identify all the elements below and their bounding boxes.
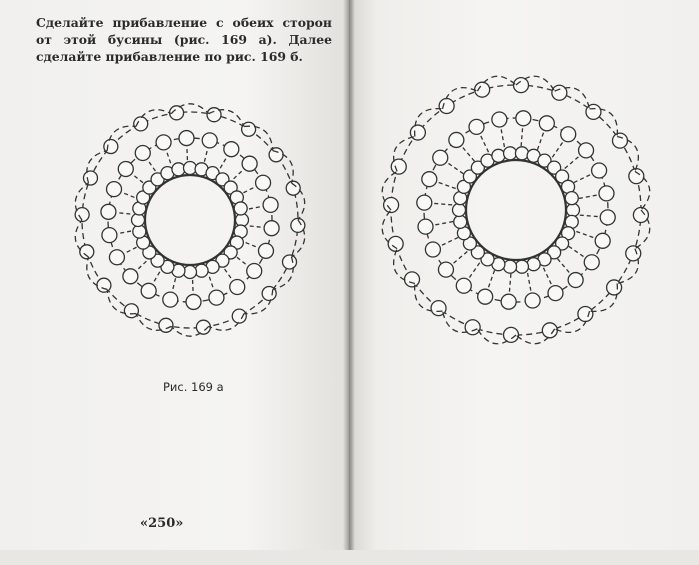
bead xyxy=(264,221,279,236)
bead xyxy=(527,258,540,271)
bead xyxy=(515,260,528,273)
book-gutter xyxy=(343,0,355,550)
beading-diagram-169b xyxy=(349,20,699,360)
bead xyxy=(247,263,262,278)
bead xyxy=(230,280,245,295)
bead xyxy=(418,219,433,234)
bead xyxy=(405,272,420,287)
bead xyxy=(475,82,490,97)
bead xyxy=(600,210,615,225)
bead xyxy=(515,147,528,160)
bead xyxy=(504,260,517,273)
bead xyxy=(107,182,122,197)
bead xyxy=(456,278,471,293)
bead xyxy=(578,306,593,321)
bead xyxy=(179,131,194,146)
bead xyxy=(118,162,133,177)
intro-text: Сделайте прибавление с обеих сторон от этой бусины (рис. 169 а). Далее сделайте прибавление по рис. 169 б. xyxy=(36,15,332,64)
bead xyxy=(439,99,454,114)
bead xyxy=(209,290,224,305)
bead xyxy=(561,127,576,142)
bead xyxy=(283,255,297,269)
bead xyxy=(599,186,614,201)
bead xyxy=(568,273,583,288)
bead xyxy=(269,148,283,162)
bead xyxy=(504,327,519,342)
bead xyxy=(592,163,607,178)
left-page xyxy=(0,0,349,550)
bead xyxy=(224,142,239,157)
intro-paragraph xyxy=(36,15,332,65)
bead xyxy=(579,143,594,158)
bead xyxy=(97,278,111,292)
bead xyxy=(109,250,124,265)
bead xyxy=(449,132,464,147)
bead xyxy=(384,198,399,213)
bead xyxy=(232,309,246,323)
diagram-group xyxy=(75,104,305,336)
bead xyxy=(516,111,531,126)
bead xyxy=(525,293,540,308)
bead xyxy=(286,181,300,195)
bead xyxy=(83,171,97,185)
bead xyxy=(141,283,156,298)
bead xyxy=(156,135,171,150)
beading-diagram-169a xyxy=(0,90,349,460)
bead xyxy=(433,150,448,165)
bead xyxy=(135,145,150,160)
bead xyxy=(256,175,271,190)
bead xyxy=(595,233,610,248)
bead xyxy=(633,207,648,222)
bead xyxy=(234,202,247,215)
bead xyxy=(425,242,440,257)
bead xyxy=(123,269,138,284)
bead xyxy=(539,116,554,131)
bead xyxy=(629,169,644,184)
bead xyxy=(186,294,201,309)
center-hole xyxy=(466,160,566,260)
bead xyxy=(101,204,116,219)
center-hole xyxy=(145,175,235,265)
bead xyxy=(242,156,257,171)
bead xyxy=(504,147,517,160)
bead xyxy=(163,292,178,307)
bead xyxy=(80,245,94,259)
bead xyxy=(422,172,437,187)
right-page xyxy=(349,0,699,550)
bead xyxy=(453,204,466,217)
bead xyxy=(478,289,493,304)
thread-path xyxy=(391,85,641,335)
bead xyxy=(565,192,578,205)
bead xyxy=(469,119,484,134)
bead xyxy=(584,255,599,270)
bead xyxy=(492,112,507,127)
bead xyxy=(431,301,446,316)
bead xyxy=(102,228,117,243)
bead xyxy=(454,215,467,228)
bead xyxy=(548,286,563,301)
bead xyxy=(410,125,425,140)
bead xyxy=(258,243,273,258)
bead xyxy=(542,323,557,338)
bead xyxy=(417,195,432,210)
bead xyxy=(513,78,528,93)
bead xyxy=(501,294,516,309)
bead xyxy=(586,104,601,119)
page-number-left: «250» xyxy=(140,516,184,531)
bead xyxy=(607,280,622,295)
bead xyxy=(202,133,217,148)
figure-caption-169a: Рис. 169 а xyxy=(163,380,224,394)
bead xyxy=(134,117,148,131)
bead xyxy=(612,133,627,148)
bead xyxy=(388,236,403,251)
diagram-group xyxy=(382,76,650,344)
bead xyxy=(263,197,278,212)
bead xyxy=(438,262,453,277)
bead xyxy=(492,149,505,162)
bead xyxy=(567,204,580,217)
